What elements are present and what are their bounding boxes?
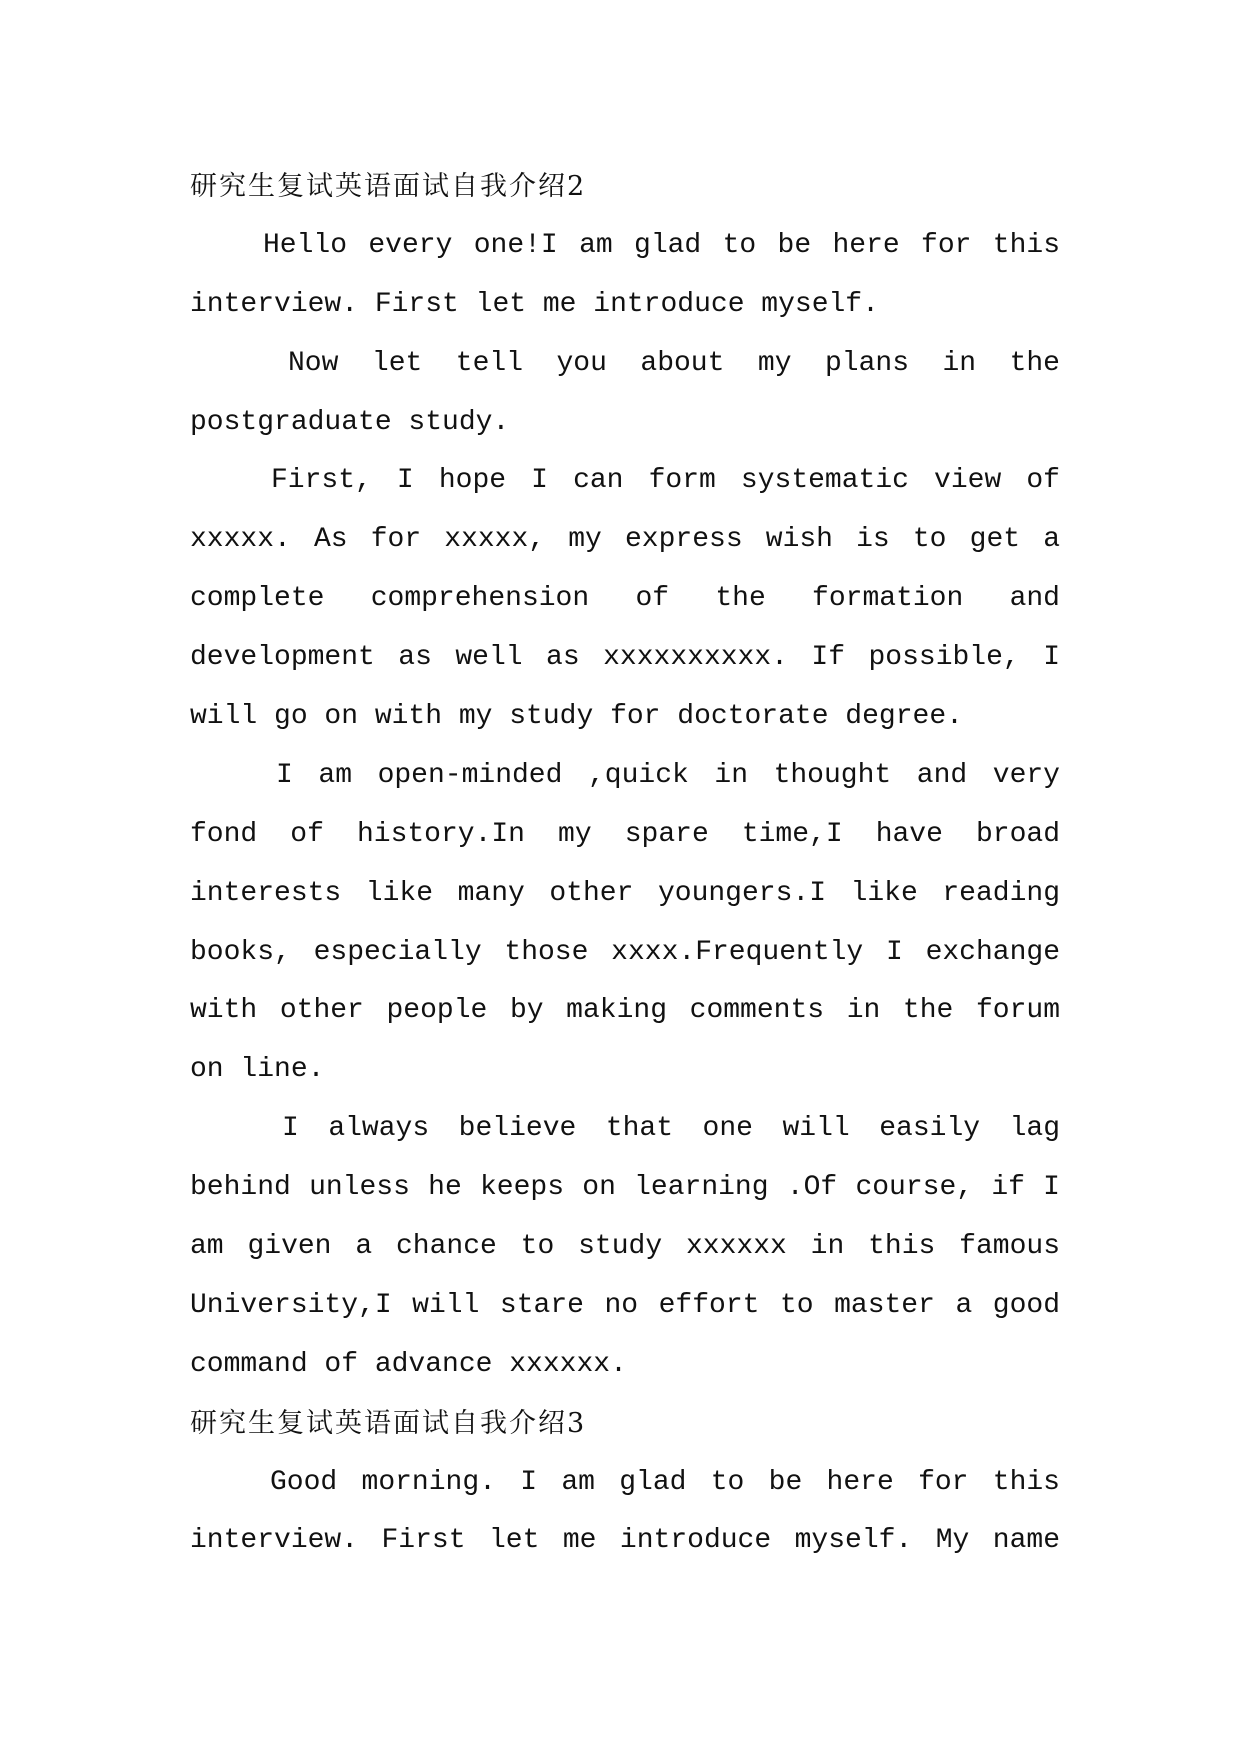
paragraph-line: I always believe that one will easily lag [282,1113,1060,1145]
paragraph-line: interests like many other youngers.I like reading [190,877,1060,909]
paragraph-line: will go on with my study for doctorate degree. [190,701,963,733]
paragraph-line: books, especially those xxxx.Frequently I exchange [190,936,1060,968]
paragraph-line: command of advance xxxxxx. [190,1348,627,1380]
paragraph-line: interview. First let me introduce myself. My name [190,1525,1060,1557]
paragraph-line: complete comprehension of the formation and [190,583,1060,615]
document-body [190,158,1060,1571]
paragraph-line: on line. [190,1054,325,1086]
section-title: 研究生复试英语面试自我介绍2 [190,171,587,202]
section-title: 研究生复试英语面试自我介绍3 [190,1407,587,1439]
paragraph-line: Now let tell you about my plans in the [288,347,1060,379]
paragraph-line: University,I will stare no effort to master a good [190,1289,1060,1321]
paragraph-line: behind unless he keeps on learning .Of course, if I [190,1172,1060,1204]
paragraph-line: fond of history.In my spare time,I have broad [190,818,1060,850]
paragraph-line: First, I hope I can form systematic view of [271,465,1060,497]
paragraph-line: I am open-minded ,quick in thought and very [276,759,1060,791]
paragraph-line: Good morning. I am glad to be here for this [270,1466,1060,1498]
paragraph-line: postgraduate study. [190,406,510,438]
paragraph-line: development as well as xxxxxxxxxx. If possible, I [190,642,1060,674]
paragraph-line: with other people by making comments in the forum [190,995,1060,1027]
paragraph-line: xxxxx. As for xxxxx, my express wish is to get a [190,524,1060,556]
paragraph-line: am given a chance to study xxxxxx in this famous [190,1231,1060,1263]
paragraph-line: Hello every one!I am glad to be here for this [263,229,1060,261]
paragraph-line: interview. First let me introduce myself. [190,288,879,320]
